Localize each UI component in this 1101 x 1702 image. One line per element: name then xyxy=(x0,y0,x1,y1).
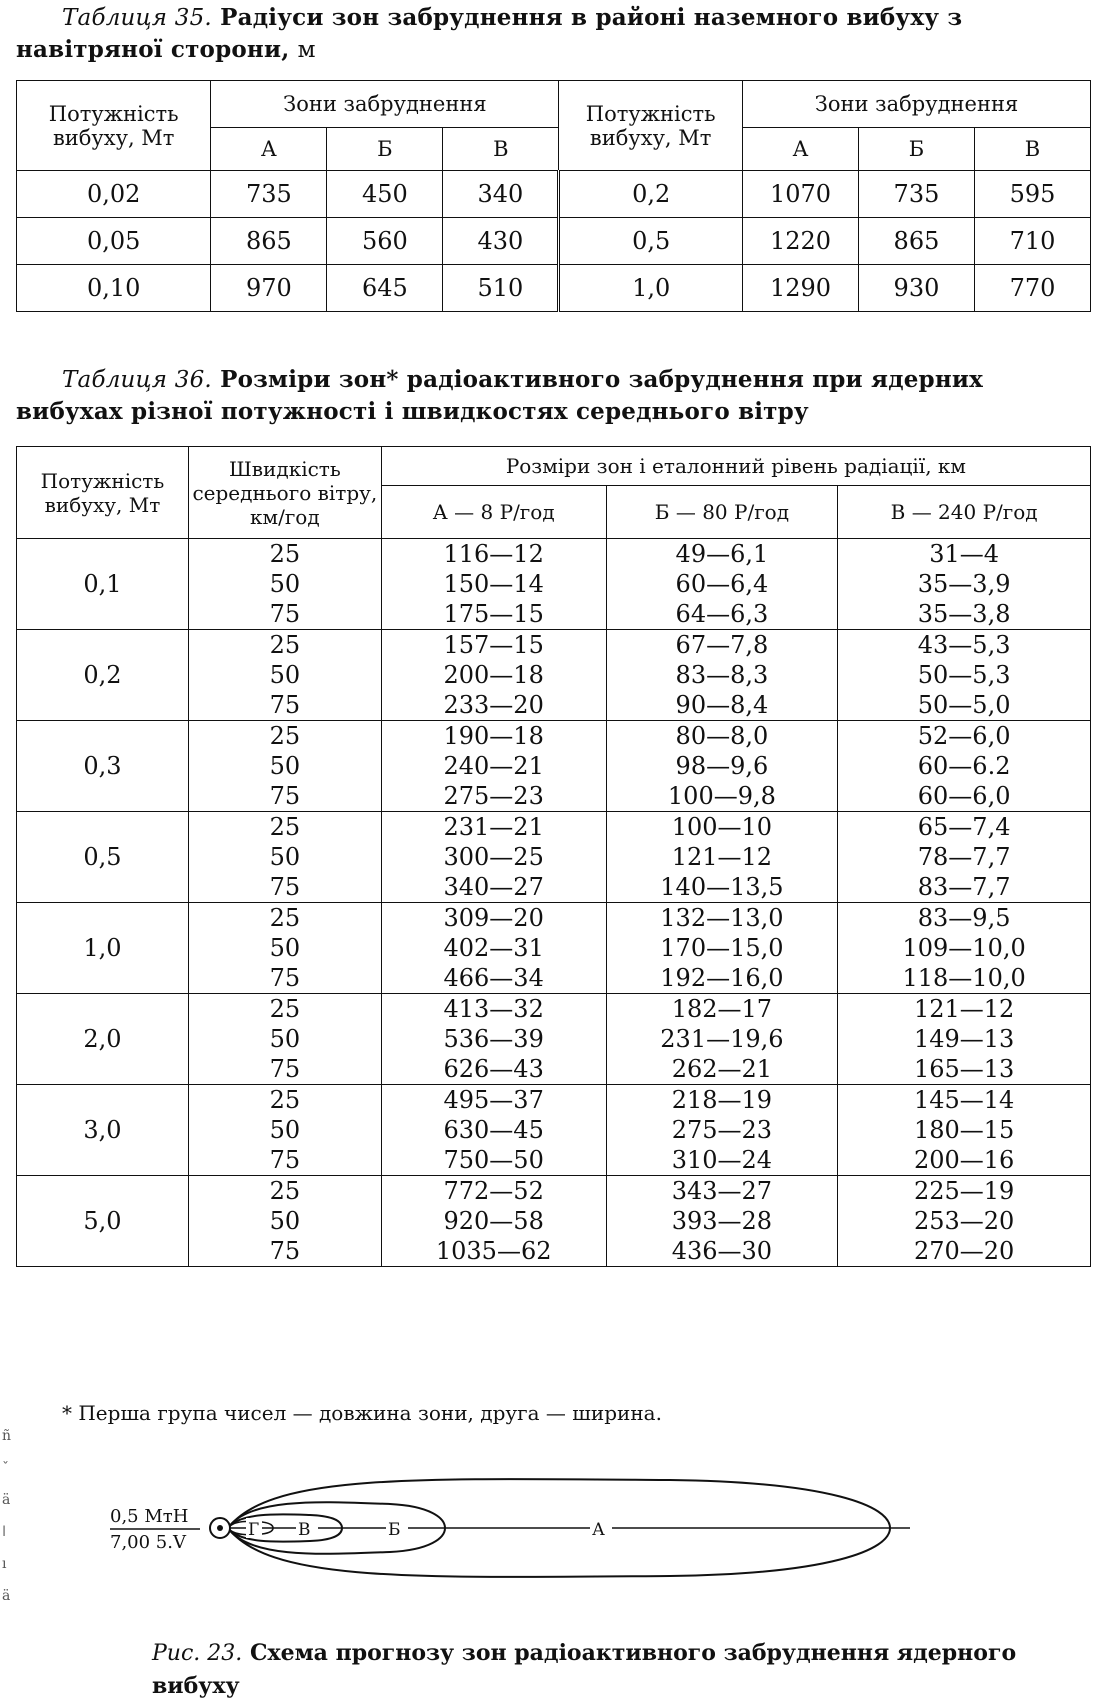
table36-cell-v: 83—7,7 xyxy=(838,872,1091,903)
table36-cell-a: 536—39 xyxy=(381,1024,606,1054)
zone-g-label: Г xyxy=(248,1520,260,1540)
table-row xyxy=(17,994,1091,1025)
table35-cell-power: 0,10 xyxy=(17,265,211,312)
table36-cell-v: 50—5,3 xyxy=(838,660,1091,690)
table36-cell-v: 60—6.2 xyxy=(838,751,1091,781)
table35-header-power-left: Потужність вибуху, Мт xyxy=(17,81,211,171)
table36-cell-wind: 50 xyxy=(188,842,381,872)
table36-cell-a: 240—21 xyxy=(381,751,606,781)
table35-cell-power: 0,02 xyxy=(17,171,211,218)
table36-cell-wind: 25 xyxy=(188,994,381,1025)
table35-caption-unit: м xyxy=(297,37,316,63)
table36-cell-b: 231—19,6 xyxy=(606,1024,838,1054)
table36-cell-a: 340—27 xyxy=(381,872,606,903)
table36-cell-power: 0,5 xyxy=(17,812,189,903)
table36-cell-b: 121—12 xyxy=(606,842,838,872)
table36-cell-wind: 25 xyxy=(188,812,381,843)
table36-cell-wind: 75 xyxy=(188,963,381,994)
table36-cell-b: 436—30 xyxy=(606,1236,838,1267)
table36-footnote: * Перша група чисел — довжина зони, друга — ширина. xyxy=(62,1401,662,1425)
table36-cell-wind: 50 xyxy=(188,1206,381,1236)
table35-cell-b: 735 xyxy=(858,171,974,218)
table36-cell-wind: 50 xyxy=(188,751,381,781)
table36-cell-v: 118—10,0 xyxy=(838,963,1091,994)
table36-cell-wind: 50 xyxy=(188,660,381,690)
table36-body xyxy=(17,539,1091,1267)
table36-cell-a: 413—32 xyxy=(381,994,606,1025)
table35-cell-v: 510 xyxy=(443,265,559,312)
explosion-label-bottom: 7,00 5.V xyxy=(110,1532,186,1553)
epicenter-dot-icon xyxy=(217,1525,223,1531)
table36-cell-wind: 25 xyxy=(188,630,381,661)
table36-cell-a: 200—18 xyxy=(381,660,606,690)
table36-cell-v: 109—10,0 xyxy=(838,933,1091,963)
table36-cell-b: 262—21 xyxy=(606,1054,838,1085)
figure-caption-lead: Рис. 23. xyxy=(152,1641,243,1666)
table35-zone-a-right: А xyxy=(742,128,858,171)
table36-cell-wind: 75 xyxy=(188,1145,381,1176)
table36-cell-wind: 75 xyxy=(188,690,381,721)
table36-cell-wind: 75 xyxy=(188,781,381,812)
table36-cell-a: 402—31 xyxy=(381,933,606,963)
table36-cell-b: 393—28 xyxy=(606,1206,838,1236)
table35-cell-a: 735 xyxy=(211,171,327,218)
table35-cell-b: 450 xyxy=(327,171,443,218)
table-row xyxy=(17,1085,1091,1116)
table35-zone-a-left: А xyxy=(211,128,327,171)
table36-cell-b: 132—13,0 xyxy=(606,903,838,934)
table36-header-power: Потужність вибуху, Мт xyxy=(17,447,189,539)
table36-cell-wind: 75 xyxy=(188,1236,381,1267)
table36-cell-b: 100—10 xyxy=(606,812,838,843)
table35-cell-power: 1,0 xyxy=(559,265,743,312)
table36-cell-a: 466—34 xyxy=(381,963,606,994)
table-row xyxy=(17,218,1091,265)
table35-cell-a: 1220 xyxy=(742,218,858,265)
table36-cell-wind: 25 xyxy=(188,721,381,752)
margin-artifacts: ñ ˇ ä ǀ ı ä xyxy=(2,1428,12,1604)
table36-cell-v: 65—7,4 xyxy=(838,812,1091,843)
table36-cell-b: 100—9,8 xyxy=(606,781,838,812)
table-row xyxy=(17,812,1091,843)
contamination-zones-diagram xyxy=(110,1466,990,1586)
table36-cell-v: 165—13 xyxy=(838,1054,1091,1085)
table35-cell-v: 595 xyxy=(974,171,1090,218)
table36-cell-v: 180—15 xyxy=(838,1115,1091,1145)
figure-caption xyxy=(152,1637,1101,1702)
table36-cell-wind: 25 xyxy=(188,1176,381,1207)
table35-cell-v: 710 xyxy=(974,218,1090,265)
table36-cell-a: 750—50 xyxy=(381,1145,606,1176)
table35-cell-power: 0,05 xyxy=(17,218,211,265)
table36-cell-b: 310—24 xyxy=(606,1145,838,1176)
explosion-label-top: 0,5 МтН xyxy=(110,1506,189,1527)
table36-cell-v: 253—20 xyxy=(838,1206,1091,1236)
table36-cell-a: 772—52 xyxy=(381,1176,606,1207)
table36-cell-power: 0,2 xyxy=(17,630,189,721)
table36-cell-v: 83—9,5 xyxy=(838,903,1091,934)
table36-cell-v: 270—20 xyxy=(838,1236,1091,1267)
table36-cell-wind: 25 xyxy=(188,1085,381,1116)
table36-cell-v: 225—19 xyxy=(838,1176,1091,1207)
table36-cell-v: 200—16 xyxy=(838,1145,1091,1176)
table36-cell-v: 35—3,9 xyxy=(838,569,1091,599)
table36-cell-a: 116—12 xyxy=(381,539,606,570)
figure-caption-title: Схема прогнозу зон радіоактивного забруднення ядерного вибуху xyxy=(152,1640,1017,1699)
diagram-svg xyxy=(110,1466,990,1586)
table35-cell-power: 0,5 xyxy=(559,218,743,265)
table36-cell-power: 0,3 xyxy=(17,721,189,812)
table36-cell-b: 182—17 xyxy=(606,994,838,1025)
table36-cell-b: 64—6,3 xyxy=(606,599,838,630)
table36-cell-b: 83—8,3 xyxy=(606,660,838,690)
table36-cell-b: 60—6,4 xyxy=(606,569,838,599)
table36-cell-b: 170—15,0 xyxy=(606,933,838,963)
table36-cell-power: 1,0 xyxy=(17,903,189,994)
table36-header-wind: Швидкість середнього вітру, км/год xyxy=(188,447,381,539)
table36-cell-wind: 50 xyxy=(188,1115,381,1145)
table-row xyxy=(17,903,1091,934)
table36-cell-wind: 50 xyxy=(188,569,381,599)
table36-cell-a: 300—25 xyxy=(381,842,606,872)
table36-header-zone-a: А — 8 Р/год xyxy=(381,486,606,539)
table35-cell-b: 930 xyxy=(858,265,974,312)
table36-cell-b: 98—9,6 xyxy=(606,751,838,781)
table36-cell-v: 145—14 xyxy=(838,1085,1091,1116)
table36-cell-v: 50—5,0 xyxy=(838,690,1091,721)
table36-cell-a: 495—37 xyxy=(381,1085,606,1116)
table36 xyxy=(16,446,1091,1267)
table36-cell-v: 149—13 xyxy=(838,1024,1091,1054)
table36-cell-a: 630—45 xyxy=(381,1115,606,1145)
zone-a-label: А xyxy=(592,1520,605,1540)
table36-cell-a: 231—21 xyxy=(381,812,606,843)
zone-b-label: Б xyxy=(388,1520,401,1540)
table36-header-sizes: Розміри зон і еталонний рівень радіації, км xyxy=(381,447,1090,486)
table35-cell-a: 1290 xyxy=(742,265,858,312)
table35-cell-b: 560 xyxy=(327,218,443,265)
table35-cell-v: 770 xyxy=(974,265,1090,312)
table36-caption-title: Розміри зон* радіоактивного забруднення при ядерних вибухах різної потужності і швидкостях середнього вітру xyxy=(16,366,984,425)
table35-zone-b-right: Б xyxy=(858,128,974,171)
table36-cell-power: 2,0 xyxy=(17,994,189,1085)
table36-cell-a: 233—20 xyxy=(381,690,606,721)
table36-cell-wind: 50 xyxy=(188,933,381,963)
table35-cell-v: 430 xyxy=(443,218,559,265)
table36-cell-v: 31—4 xyxy=(838,539,1091,570)
table-row xyxy=(17,171,1091,218)
table36-cell-b: 343—27 xyxy=(606,1176,838,1207)
table36-cell-wind: 75 xyxy=(188,1054,381,1085)
table35-header-zones-left: Зони забруднення xyxy=(211,81,559,128)
table35-caption-lead: Таблиця 35. xyxy=(62,5,212,31)
table35 xyxy=(16,80,1091,312)
table36-cell-power: 3,0 xyxy=(17,1085,189,1176)
table36-caption-lead: Таблиця 36. xyxy=(62,367,212,393)
table-row xyxy=(17,1176,1091,1207)
table36-cell-b: 49—6,1 xyxy=(606,539,838,570)
table-row xyxy=(17,630,1091,661)
table35-cell-power: 0,2 xyxy=(559,171,743,218)
table36-cell-a: 309—20 xyxy=(381,903,606,934)
table36-cell-wind: 75 xyxy=(188,872,381,903)
table36-cell-wind: 75 xyxy=(188,599,381,630)
table36-cell-a: 920—58 xyxy=(381,1206,606,1236)
table36-cell-a: 190—18 xyxy=(381,721,606,752)
table35-zone-b-left: Б xyxy=(327,128,443,171)
table35-caption xyxy=(16,2,1086,66)
table35-header-zones-right: Зони забруднення xyxy=(742,81,1090,128)
table36-cell-a: 626—43 xyxy=(381,1054,606,1085)
table36-cell-a: 175—15 xyxy=(381,599,606,630)
table36-cell-b: 80—8,0 xyxy=(606,721,838,752)
table-row xyxy=(17,265,1091,312)
table36-cell-wind: 50 xyxy=(188,1024,381,1054)
table36-cell-v: 121—12 xyxy=(838,994,1091,1025)
table36-cell-wind: 25 xyxy=(188,539,381,570)
table36-cell-a: 157—15 xyxy=(381,630,606,661)
table36-cell-b: 90—8,4 xyxy=(606,690,838,721)
table36-cell-b: 192—16,0 xyxy=(606,963,838,994)
table36-cell-a: 275—23 xyxy=(381,781,606,812)
table36-header-zone-b: Б — 80 Р/год xyxy=(606,486,838,539)
table35-cell-b: 865 xyxy=(858,218,974,265)
table36-cell-b: 67—7,8 xyxy=(606,630,838,661)
table36-header-zone-v: В — 240 Р/год xyxy=(838,486,1091,539)
table36-cell-v: 35—3,8 xyxy=(838,599,1091,630)
table-row xyxy=(17,721,1091,752)
table36-cell-b: 275—23 xyxy=(606,1115,838,1145)
table36-cell-wind: 25 xyxy=(188,903,381,934)
table36-cell-b: 218—19 xyxy=(606,1085,838,1116)
zone-v-label: В xyxy=(298,1520,311,1540)
table35-cell-a: 970 xyxy=(211,265,327,312)
table35-cell-b: 645 xyxy=(327,265,443,312)
table-row xyxy=(17,539,1091,570)
table35-zone-v-left: В xyxy=(443,128,559,171)
table35-cell-a: 865 xyxy=(211,218,327,265)
table36-cell-a: 1035—62 xyxy=(381,1236,606,1267)
table35-zone-v-right: В xyxy=(974,128,1090,171)
table35-caption-title: Радіуси зон забруднення в районі наземного вибуху з навітряної сторони, xyxy=(16,4,963,63)
table36-cell-b: 140—13,5 xyxy=(606,872,838,903)
table36-cell-power: 0,1 xyxy=(17,539,189,630)
table35-cell-a: 1070 xyxy=(742,171,858,218)
table36-cell-v: 78—7,7 xyxy=(838,842,1091,872)
table35-cell-v: 340 xyxy=(443,171,559,218)
table36-cell-v: 43—5,3 xyxy=(838,630,1091,661)
table36-cell-power: 5,0 xyxy=(17,1176,189,1267)
table36-cell-a: 150—14 xyxy=(381,569,606,599)
table35-header-power-right: Потужність вибуху, Мт xyxy=(559,81,743,171)
table36-caption xyxy=(16,364,1086,428)
table36-cell-v: 52—6,0 xyxy=(838,721,1091,752)
table36-cell-v: 60—6,0 xyxy=(838,781,1091,812)
